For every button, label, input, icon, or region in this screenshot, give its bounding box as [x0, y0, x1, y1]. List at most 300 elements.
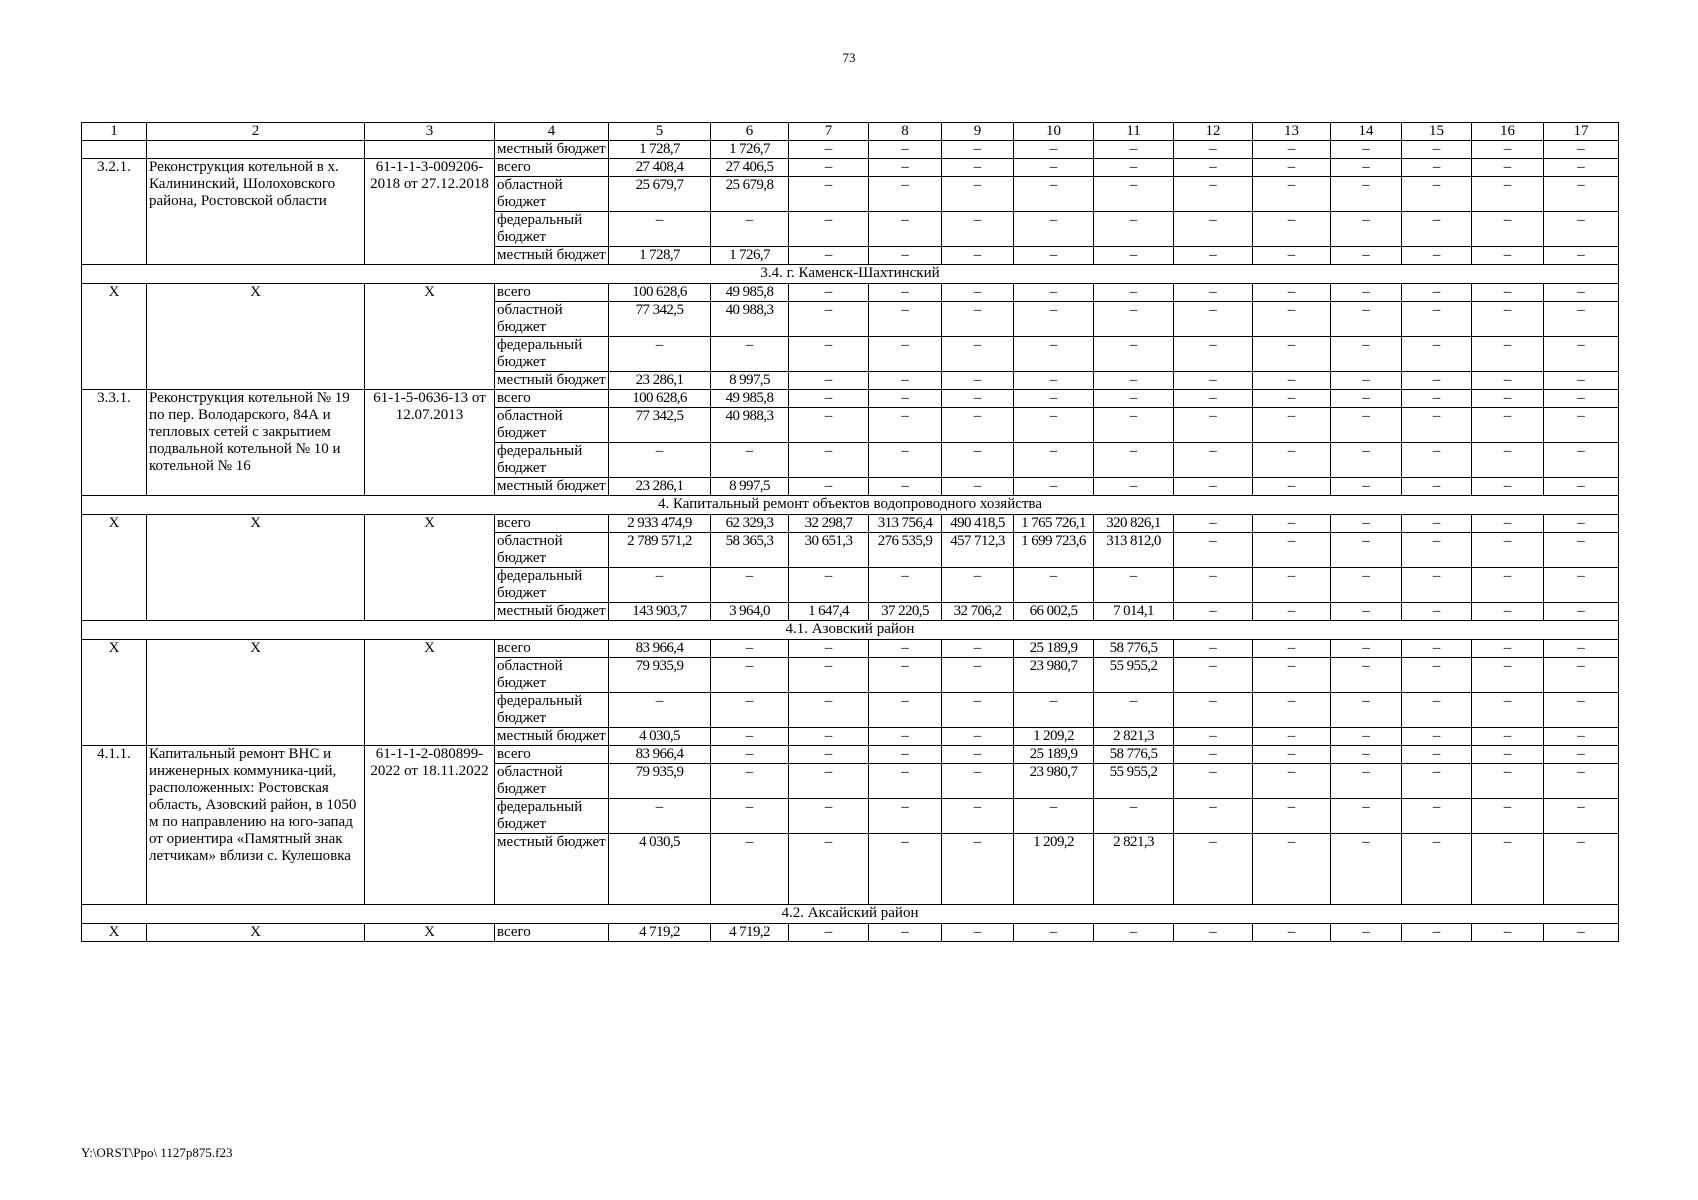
- value-cell: –: [1174, 640, 1253, 658]
- value-cell: –: [1174, 284, 1253, 302]
- object-name: Капитальный ремонт ВНС и инженерных коммуника-ций, расположенных: Ростовская область, Азовский район, в 1050 м по направлению на юго-запад от ориентира «Памятный знак летчикам» вблизи с. Кулешовка: [147, 746, 365, 905]
- value-cell: –: [711, 443, 789, 478]
- value-cell: –: [1094, 212, 1174, 247]
- object-name: Х: [147, 640, 365, 746]
- value-cell: –: [711, 799, 789, 834]
- section-heading-row: [82, 496, 1619, 515]
- value-cell: –: [1094, 799, 1174, 834]
- budget-type-label: местный бюджет: [495, 834, 609, 905]
- budget-row: [82, 924, 1619, 942]
- value-cell: –: [942, 658, 1014, 693]
- budget-type-label: всего: [495, 746, 609, 764]
- value-cell: –: [1544, 284, 1619, 302]
- value-cell: –: [789, 640, 869, 658]
- value-cell: 2 821,3: [1094, 728, 1174, 746]
- value-cell: 1 209,2: [1014, 728, 1094, 746]
- value-cell: –: [1253, 658, 1331, 693]
- value-cell: –: [789, 159, 869, 177]
- value-cell: –: [1331, 212, 1402, 247]
- value-cell: –: [1472, 728, 1544, 746]
- value-cell: –: [1544, 390, 1619, 408]
- value-cell: –: [1402, 834, 1472, 905]
- section-heading-row: [82, 905, 1619, 924]
- value-cell: –: [1014, 302, 1094, 337]
- value-cell: –: [1544, 728, 1619, 746]
- value-cell: –: [1014, 478, 1094, 496]
- column-number-cell: 11: [1094, 123, 1174, 141]
- value-cell: –: [1402, 603, 1472, 621]
- value-cell: –: [1253, 746, 1331, 764]
- value-cell: –: [1174, 141, 1253, 159]
- financing-table: [81, 122, 1619, 942]
- value-cell: 1 765 726,1: [1014, 515, 1094, 533]
- value-cell: 83 966,4: [609, 746, 711, 764]
- value-cell: –: [869, 834, 942, 905]
- value-cell: 1 699 723,6: [1014, 533, 1094, 568]
- value-cell: –: [1174, 693, 1253, 728]
- value-cell: 25 679,7: [609, 177, 711, 212]
- value-cell: –: [1544, 658, 1619, 693]
- item-number: Х: [82, 640, 147, 746]
- value-cell: 79 935,9: [609, 764, 711, 799]
- value-cell: 40 988,3: [711, 408, 789, 443]
- value-cell: –: [1253, 603, 1331, 621]
- object-name: Х: [147, 515, 365, 621]
- value-cell: –: [1094, 390, 1174, 408]
- value-cell: –: [1014, 337, 1094, 372]
- document-code: 61-1-1-3-009206-2018 от 27.12.2018: [365, 159, 495, 265]
- value-cell: 83 966,4: [609, 640, 711, 658]
- value-cell: –: [942, 302, 1014, 337]
- value-cell: –: [869, 159, 942, 177]
- value-cell: –: [789, 728, 869, 746]
- value-cell: –: [1014, 568, 1094, 603]
- value-cell: –: [789, 302, 869, 337]
- value-cell: –: [1544, 159, 1619, 177]
- value-cell: –: [1544, 568, 1619, 603]
- value-cell: –: [1472, 640, 1544, 658]
- value-cell: –: [1472, 372, 1544, 390]
- value-cell: –: [869, 640, 942, 658]
- value-cell: –: [1174, 408, 1253, 443]
- section-title: 4.2. Аксайский район: [82, 905, 1619, 924]
- column-number-cell: 17: [1544, 123, 1619, 141]
- item-number: 3.2.1.: [82, 159, 147, 265]
- value-cell: –: [942, 212, 1014, 247]
- value-cell: 1 726,7: [711, 247, 789, 265]
- value-cell: 4 030,5: [609, 728, 711, 746]
- value-cell: –: [1331, 408, 1402, 443]
- value-cell: –: [942, 640, 1014, 658]
- value-cell: 23 286,1: [609, 478, 711, 496]
- value-cell: –: [1472, 515, 1544, 533]
- value-cell: –: [789, 693, 869, 728]
- value-cell: –: [711, 640, 789, 658]
- value-cell: –: [1544, 141, 1619, 159]
- value-cell: –: [1402, 284, 1472, 302]
- value-cell: –: [942, 177, 1014, 212]
- value-cell: 58 776,5: [1094, 640, 1174, 658]
- value-cell: –: [1472, 533, 1544, 568]
- object-name: [147, 141, 365, 159]
- value-cell: –: [1014, 212, 1094, 247]
- value-cell: –: [1174, 568, 1253, 603]
- budget-type-label: областной бюджет: [495, 533, 609, 568]
- object-name: Х: [147, 924, 365, 942]
- value-cell: –: [1014, 799, 1094, 834]
- budget-type-label: местный бюджет: [495, 372, 609, 390]
- column-number-cell: 9: [942, 123, 1014, 141]
- value-cell: –: [1472, 478, 1544, 496]
- budget-type-label: федеральный бюджет: [495, 212, 609, 247]
- value-cell: –: [1402, 478, 1472, 496]
- value-cell: –: [1253, 693, 1331, 728]
- value-cell: –: [1253, 764, 1331, 799]
- value-cell: –: [1014, 372, 1094, 390]
- value-cell: –: [789, 372, 869, 390]
- value-cell: –: [1544, 746, 1619, 764]
- value-cell: –: [1253, 799, 1331, 834]
- value-cell: –: [1014, 247, 1094, 265]
- value-cell: –: [1174, 443, 1253, 478]
- value-cell: –: [1253, 834, 1331, 905]
- value-cell: –: [1253, 159, 1331, 177]
- value-cell: –: [1402, 302, 1472, 337]
- item-number: Х: [82, 515, 147, 621]
- value-cell: –: [869, 372, 942, 390]
- value-cell: 313 756,4: [869, 515, 942, 533]
- budget-type-label: всего: [495, 924, 609, 942]
- value-cell: 66 002,5: [1014, 603, 1094, 621]
- value-cell: –: [1402, 443, 1472, 478]
- value-cell: –: [789, 337, 869, 372]
- value-cell: 25 679,8: [711, 177, 789, 212]
- value-cell: –: [1174, 764, 1253, 799]
- value-cell: –: [942, 799, 1014, 834]
- value-cell: –: [1331, 640, 1402, 658]
- value-cell: –: [1544, 478, 1619, 496]
- budget-type-label: местный бюджет: [495, 603, 609, 621]
- value-cell: –: [1402, 924, 1472, 942]
- value-cell: –: [1544, 640, 1619, 658]
- value-cell: –: [1544, 533, 1619, 568]
- value-cell: –: [1402, 372, 1472, 390]
- value-cell: –: [869, 390, 942, 408]
- document-code: Х: [365, 515, 495, 621]
- column-number-cell: 4: [495, 123, 609, 141]
- value-cell: –: [1094, 408, 1174, 443]
- column-number-cell: 14: [1331, 123, 1402, 141]
- value-cell: –: [1402, 177, 1472, 212]
- value-cell: –: [789, 568, 869, 603]
- value-cell: –: [1472, 443, 1544, 478]
- item-number: [82, 141, 147, 159]
- value-cell: –: [1331, 177, 1402, 212]
- document-code: Х: [365, 924, 495, 942]
- value-cell: –: [1331, 159, 1402, 177]
- column-number-cell: 7: [789, 123, 869, 141]
- budget-type-label: областной бюджет: [495, 177, 609, 212]
- value-cell: –: [1253, 515, 1331, 533]
- value-cell: –: [1544, 603, 1619, 621]
- budget-type-label: областной бюджет: [495, 302, 609, 337]
- value-cell: –: [1472, 924, 1544, 942]
- value-cell: –: [1472, 212, 1544, 247]
- value-cell: –: [869, 443, 942, 478]
- value-cell: –: [1094, 924, 1174, 942]
- value-cell: –: [1253, 247, 1331, 265]
- value-cell: –: [1094, 177, 1174, 212]
- item-number: 4.1.1.: [82, 746, 147, 905]
- value-cell: 58 365,3: [711, 533, 789, 568]
- value-cell: 77 342,5: [609, 302, 711, 337]
- budget-type-label: федеральный бюджет: [495, 693, 609, 728]
- budget-type-label: всего: [495, 640, 609, 658]
- value-cell: 25 189,9: [1014, 746, 1094, 764]
- value-cell: –: [1014, 159, 1094, 177]
- value-cell: –: [1544, 408, 1619, 443]
- value-cell: –: [1174, 247, 1253, 265]
- value-cell: –: [1174, 515, 1253, 533]
- value-cell: –: [1331, 924, 1402, 942]
- value-cell: –: [942, 693, 1014, 728]
- value-cell: –: [1174, 658, 1253, 693]
- value-cell: –: [869, 728, 942, 746]
- value-cell: –: [1253, 212, 1331, 247]
- value-cell: –: [1402, 247, 1472, 265]
- budget-type-label: областной бюджет: [495, 408, 609, 443]
- value-cell: –: [1174, 924, 1253, 942]
- value-cell: –: [1331, 284, 1402, 302]
- value-cell: –: [869, 247, 942, 265]
- object-name: Реконструкция котельной в х. Калининский, Шолоховского района, Ростовской области: [147, 159, 365, 265]
- value-cell: –: [789, 212, 869, 247]
- value-cell: –: [789, 141, 869, 159]
- value-cell: –: [942, 372, 1014, 390]
- value-cell: –: [1544, 177, 1619, 212]
- value-cell: –: [711, 693, 789, 728]
- value-cell: –: [711, 658, 789, 693]
- value-cell: –: [711, 728, 789, 746]
- value-cell: –: [942, 728, 1014, 746]
- value-cell: –: [711, 834, 789, 905]
- value-cell: –: [789, 658, 869, 693]
- document-code: Х: [365, 284, 495, 390]
- value-cell: 2 933 474,9: [609, 515, 711, 533]
- value-cell: 2 821,3: [1094, 834, 1174, 905]
- value-cell: 490 418,5: [942, 515, 1014, 533]
- value-cell: –: [1472, 302, 1544, 337]
- value-cell: –: [1544, 924, 1619, 942]
- value-cell: 55 955,2: [1094, 764, 1174, 799]
- section-heading-row: [82, 621, 1619, 640]
- section-title: 4.1. Азовский район: [82, 621, 1619, 640]
- value-cell: –: [1544, 337, 1619, 372]
- budget-type-label: местный бюджет: [495, 247, 609, 265]
- value-cell: –: [789, 764, 869, 799]
- budget-row: [82, 390, 1619, 408]
- value-cell: –: [1472, 141, 1544, 159]
- value-cell: –: [1472, 746, 1544, 764]
- value-cell: –: [1331, 728, 1402, 746]
- value-cell: –: [789, 408, 869, 443]
- value-cell: –: [869, 568, 942, 603]
- value-cell: –: [1472, 799, 1544, 834]
- value-cell: 8 997,5: [711, 372, 789, 390]
- value-cell: –: [609, 443, 711, 478]
- value-cell: –: [1253, 177, 1331, 212]
- column-number-row: [82, 123, 1619, 141]
- value-cell: –: [942, 443, 1014, 478]
- value-cell: –: [1402, 693, 1472, 728]
- value-cell: –: [1094, 372, 1174, 390]
- budget-type-label: федеральный бюджет: [495, 799, 609, 834]
- value-cell: –: [1253, 443, 1331, 478]
- value-cell: –: [789, 478, 869, 496]
- budget-type-label: местный бюджет: [495, 728, 609, 746]
- value-cell: –: [789, 834, 869, 905]
- value-cell: –: [1174, 603, 1253, 621]
- value-cell: 27 408,4: [609, 159, 711, 177]
- value-cell: –: [1472, 408, 1544, 443]
- item-number: 3.3.1.: [82, 390, 147, 496]
- value-cell: –: [1094, 478, 1174, 496]
- value-cell: 37 220,5: [869, 603, 942, 621]
- value-cell: –: [1472, 658, 1544, 693]
- value-cell: –: [711, 568, 789, 603]
- value-cell: –: [942, 337, 1014, 372]
- document-code: 61-1-5-0636-13 от 12.07.2013: [365, 390, 495, 496]
- value-cell: –: [1014, 408, 1094, 443]
- value-cell: –: [1472, 764, 1544, 799]
- value-cell: –: [1402, 764, 1472, 799]
- value-cell: –: [789, 799, 869, 834]
- value-cell: 1 728,7: [609, 247, 711, 265]
- value-cell: –: [609, 337, 711, 372]
- value-cell: –: [1331, 372, 1402, 390]
- value-cell: 143 903,7: [609, 603, 711, 621]
- value-cell: –: [1331, 141, 1402, 159]
- value-cell: 1 647,4: [789, 603, 869, 621]
- value-cell: –: [1544, 693, 1619, 728]
- value-cell: –: [1094, 159, 1174, 177]
- value-cell: –: [1174, 478, 1253, 496]
- value-cell: –: [1331, 693, 1402, 728]
- value-cell: –: [1253, 478, 1331, 496]
- value-cell: 276 535,9: [869, 533, 942, 568]
- value-cell: 79 935,9: [609, 658, 711, 693]
- budget-type-label: федеральный бюджет: [495, 568, 609, 603]
- footer-file-path: Y:\ORST\Ppo\ 1127p875.f23: [81, 1145, 233, 1160]
- budget-row: [82, 746, 1619, 764]
- value-cell: –: [1014, 284, 1094, 302]
- value-cell: –: [1094, 302, 1174, 337]
- value-cell: 27 406,5: [711, 159, 789, 177]
- value-cell: –: [869, 302, 942, 337]
- value-cell: –: [1253, 390, 1331, 408]
- value-cell: –: [1472, 177, 1544, 212]
- value-cell: –: [1472, 284, 1544, 302]
- value-cell: –: [789, 390, 869, 408]
- value-cell: –: [942, 247, 1014, 265]
- value-cell: –: [1331, 658, 1402, 693]
- section-heading-row: [82, 265, 1619, 284]
- item-number: Х: [82, 924, 147, 942]
- value-cell: –: [869, 693, 942, 728]
- section-title: 3.4. г. Каменск-Шахтинский: [82, 265, 1619, 284]
- value-cell: 23 286,1: [609, 372, 711, 390]
- value-cell: –: [1402, 408, 1472, 443]
- value-cell: –: [869, 212, 942, 247]
- budget-type-label: областной бюджет: [495, 764, 609, 799]
- value-cell: –: [1402, 337, 1472, 372]
- value-cell: –: [1331, 247, 1402, 265]
- value-cell: –: [1331, 834, 1402, 905]
- value-cell: –: [1472, 337, 1544, 372]
- value-cell: –: [1402, 746, 1472, 764]
- value-cell: –: [942, 390, 1014, 408]
- value-cell: –: [1253, 302, 1331, 337]
- value-cell: –: [942, 924, 1014, 942]
- value-cell: –: [1544, 515, 1619, 533]
- object-name: Х: [147, 284, 365, 390]
- value-cell: 77 342,5: [609, 408, 711, 443]
- value-cell: –: [1094, 443, 1174, 478]
- value-cell: –: [1014, 177, 1094, 212]
- value-cell: –: [711, 764, 789, 799]
- budget-type-label: всего: [495, 159, 609, 177]
- value-cell: 58 776,5: [1094, 746, 1174, 764]
- value-cell: –: [1331, 533, 1402, 568]
- value-cell: –: [1094, 141, 1174, 159]
- value-cell: –: [869, 337, 942, 372]
- budget-type-label: местный бюджет: [495, 141, 609, 159]
- budget-row: [82, 284, 1619, 302]
- value-cell: –: [942, 746, 1014, 764]
- section-title: 4. Капитальный ремонт объектов водопроводного хозяйства: [82, 496, 1619, 515]
- value-cell: –: [869, 924, 942, 942]
- column-number-cell: 6: [711, 123, 789, 141]
- value-cell: –: [869, 799, 942, 834]
- value-cell: 4 719,2: [609, 924, 711, 942]
- value-cell: 62 329,3: [711, 515, 789, 533]
- budget-row: [82, 141, 1619, 159]
- budget-type-label: всего: [495, 390, 609, 408]
- value-cell: –: [1472, 247, 1544, 265]
- value-cell: –: [1014, 390, 1094, 408]
- value-cell: –: [1472, 390, 1544, 408]
- value-cell: –: [1253, 141, 1331, 159]
- budget-type-label: всего: [495, 515, 609, 533]
- value-cell: 40 988,3: [711, 302, 789, 337]
- value-cell: 3 964,0: [711, 603, 789, 621]
- value-cell: –: [1174, 177, 1253, 212]
- value-cell: –: [942, 834, 1014, 905]
- value-cell: 25 189,9: [1014, 640, 1094, 658]
- value-cell: –: [942, 408, 1014, 443]
- value-cell: –: [869, 746, 942, 764]
- value-cell: 55 955,2: [1094, 658, 1174, 693]
- column-number-cell: 2: [147, 123, 365, 141]
- value-cell: –: [1014, 924, 1094, 942]
- value-cell: –: [1174, 212, 1253, 247]
- value-cell: –: [1174, 337, 1253, 372]
- value-cell: 8 997,5: [711, 478, 789, 496]
- value-cell: –: [1544, 799, 1619, 834]
- value-cell: 313 812,0: [1094, 533, 1174, 568]
- value-cell: –: [1253, 533, 1331, 568]
- column-number-cell: 12: [1174, 123, 1253, 141]
